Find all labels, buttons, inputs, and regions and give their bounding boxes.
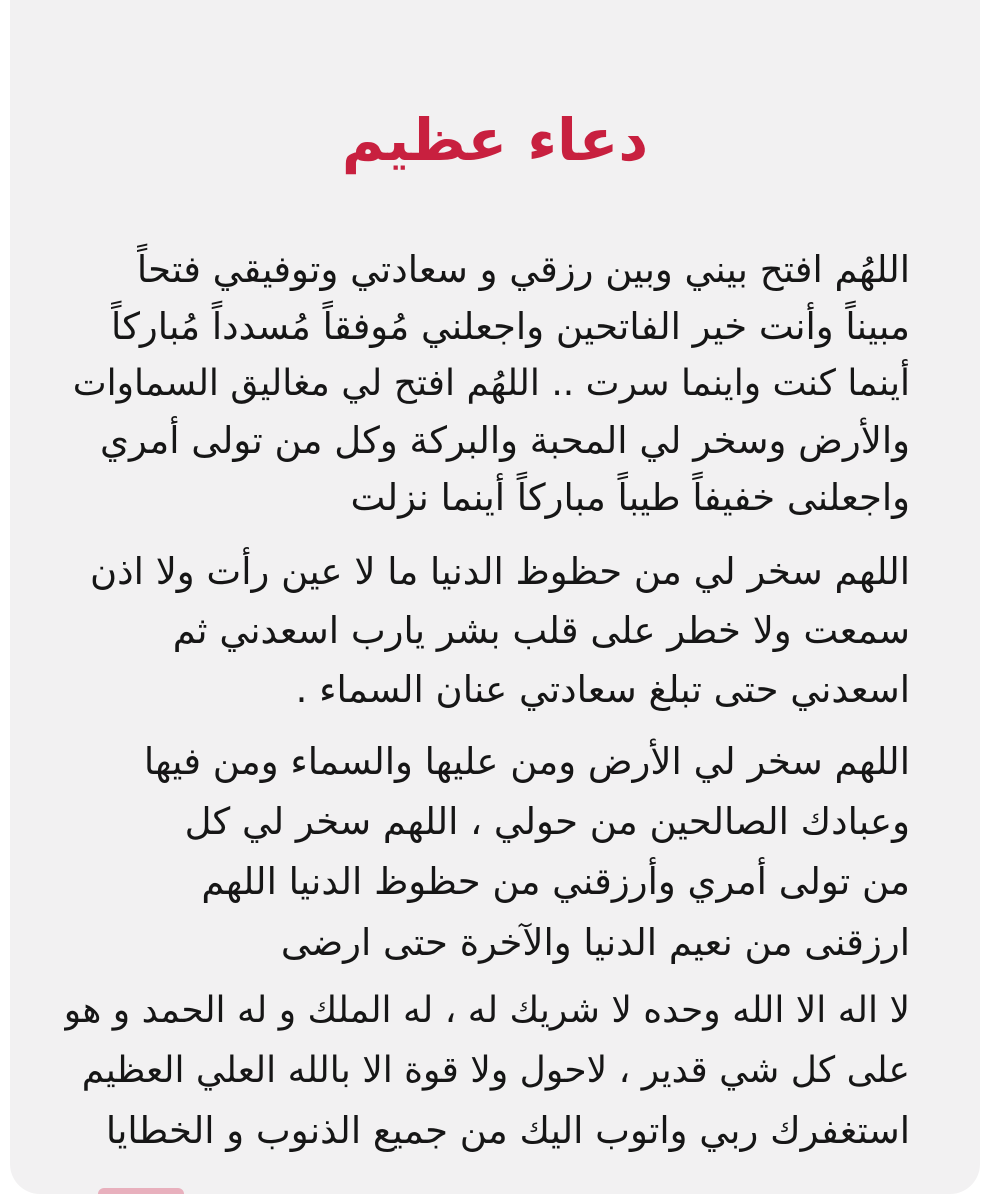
prayer-line: اللهم سخر لي الأرض ومن عليها والسماء ومن فيها	[143, 740, 910, 783]
prayer-line: استغفرك ربي واتوب اليك من جميع الذنوب و الخطايا	[105, 1109, 910, 1152]
prayer-line: والأرض وسخر لي المحبة والبركة وكل من تولى أمري	[100, 419, 910, 462]
prayer-line: اللهُم افتح بيني وبين رزقي و سعادتي وتوفيقي فتحاً	[136, 248, 910, 291]
prayer-line: اللهم سخر لي من حظوظ الدنيا ما لا عين رأت ولا اذن	[90, 550, 910, 593]
prayer-line: أينما كنت واينما سرت .. اللهُم افتح لي مغاليق السماوات	[72, 363, 910, 404]
prayer-line: على كل شي قدير ، لاحول ولا قوة الا بالله العلي العظيم	[81, 1050, 910, 1091]
prayer-line: لا اله الا الله وحده لا شريك له ، له الملك و له الحمد و هو	[63, 990, 910, 1031]
prayer-line: من تولى أمري وأرزقني من حظوظ الدنيا اللهم	[201, 860, 910, 903]
prayer-line: وعبادك الصالحين من حولي ، اللهم سخر لي كل	[184, 800, 910, 843]
prayer-line: اسعدني حتى تبلغ سعادتي عنان السماء .	[295, 668, 910, 711]
bottom-tab-indicator	[98, 1188, 184, 1194]
prayer-line: واجعلنى خفيفاً طيباً مباركاً أينما نزلت	[350, 476, 910, 519]
prayer-line: ارزقنى من نعيم الدنيا والآخرة حتى ارضى	[280, 921, 910, 964]
page-title: دعاء عظيم	[341, 106, 649, 174]
prayer-line: مبيناً وأنت خير الفاتحين واجعلني مُوفقاً مُسدداً مُباركاً	[111, 305, 910, 348]
prayer-line: سمعت ولا خطر على قلب بشر يارب اسعدني ثم	[172, 609, 910, 652]
prayer-card	[10, 0, 980, 1194]
